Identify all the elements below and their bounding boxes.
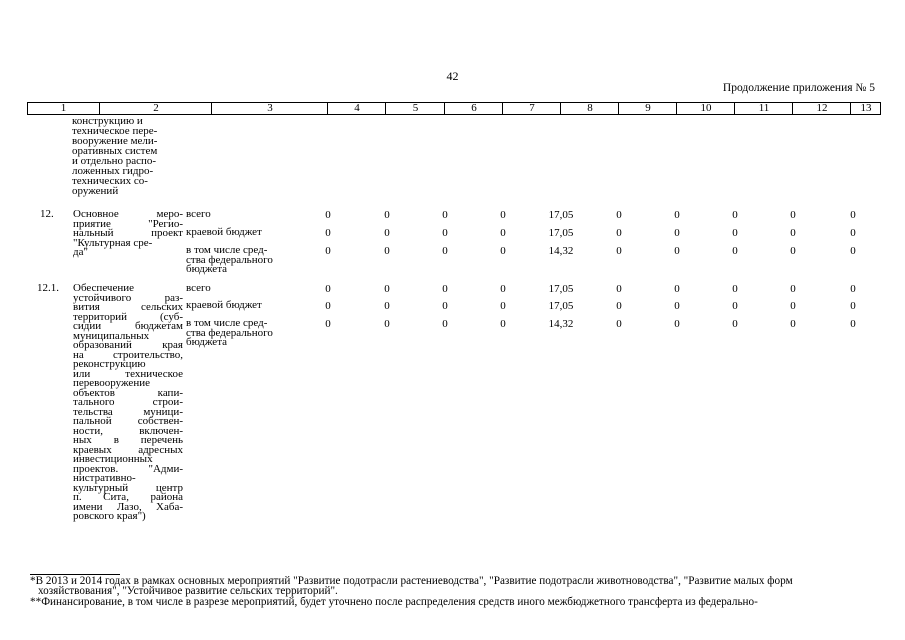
value-cell: 0 — [384, 227, 390, 239]
value-cell: 0 — [442, 283, 448, 295]
value-cell: 0 — [616, 209, 622, 221]
value-cell: 0 — [674, 283, 680, 295]
value-cell: 0 — [325, 245, 331, 257]
value-cell: 0 — [674, 209, 680, 221]
value-cell: 0 — [850, 300, 856, 312]
value-cell: 17,05 — [548, 209, 574, 221]
text-line: техническое пере- — [72, 125, 158, 137]
value-cell: 0 — [616, 318, 622, 330]
text-line: муниципальных — [73, 329, 150, 342]
budget-label: бюджета — [186, 263, 228, 275]
value-cell: 0 — [616, 245, 622, 257]
column-header: 4 — [327, 103, 386, 114]
value-cell: 0 — [442, 209, 448, 221]
page-number: 42 — [446, 69, 459, 83]
text-line: или техническое — [73, 367, 183, 380]
text-line: проектов. "Адми- — [73, 462, 183, 475]
value-cell: 0 — [674, 300, 680, 312]
value-cell: 14,32 — [548, 318, 574, 330]
value-cell: 0 — [674, 245, 680, 257]
value-cell: 0 — [442, 318, 448, 330]
value-cell: 0 — [325, 300, 331, 312]
budget-label: бюджета — [186, 336, 228, 348]
text-line: да" — [73, 246, 88, 258]
value-cell: 0 — [850, 245, 856, 257]
value-cell: 0 — [790, 283, 796, 295]
column-header: 6 — [444, 103, 503, 114]
value-cell: 0 — [500, 318, 506, 330]
column-header: 8 — [560, 103, 619, 114]
text-line: вооружение мели- — [72, 135, 158, 147]
column-header: 11 — [734, 103, 793, 114]
text-line: имени Лазо, Хаба- — [73, 500, 183, 513]
column-header: 2 — [99, 103, 212, 114]
text-line: п. Сита, района — [73, 491, 183, 503]
value-cell: 0 — [732, 283, 738, 295]
value-cell: 17,05 — [548, 227, 574, 239]
value-cell: 0 — [790, 227, 796, 239]
value-cell: 0 — [384, 245, 390, 257]
value-cell: 0 — [384, 318, 390, 330]
value-cell: 0 — [500, 283, 506, 295]
column-header: 13 — [850, 103, 881, 114]
budget-label: краевой бюджет — [186, 299, 262, 311]
value-cell: 0 — [500, 245, 506, 257]
column-header: 5 — [385, 103, 445, 114]
value-cell: 0 — [790, 209, 796, 221]
value-cell: 0 — [732, 300, 738, 312]
column-header: 7 — [502, 103, 561, 114]
appendix-continuation-label: Продолжение приложения № 5 — [722, 82, 875, 94]
footnote: **Финансирование, в том числе в разрезе мероприятий, будет уточнено после распределения средств иного межбюджетного трансферта из федерально- — [30, 596, 758, 608]
budget-label: краевой бюджет — [186, 226, 262, 238]
budget-label: в том числе сред- — [186, 317, 268, 329]
value-cell: 0 — [500, 300, 506, 312]
text-line: перевооружение — [73, 377, 150, 389]
text-line: ности, включен- — [73, 424, 183, 437]
value-cell: 0 — [732, 227, 738, 239]
value-cell: 0 — [732, 318, 738, 330]
text-line: конструкцию и — [72, 115, 143, 127]
value-cell: 0 — [616, 283, 622, 295]
value-cell: 0 — [325, 318, 331, 330]
text-line: нальный проект — [73, 227, 183, 239]
text-line: образований края — [73, 339, 183, 351]
value-cell: 0 — [850, 209, 856, 221]
value-cell: 17,05 — [548, 300, 574, 312]
value-cell: 0 — [384, 300, 390, 312]
text-line: тального строи- — [73, 396, 183, 408]
budget-label: ства федерального — [186, 326, 273, 339]
value-cell: 0 — [616, 227, 622, 239]
column-header: 3 — [211, 103, 328, 114]
row-number: 12.1. — [37, 282, 59, 294]
budget-label: всего — [186, 208, 211, 220]
text-line: ных в перечень — [73, 434, 183, 446]
value-cell: 0 — [442, 227, 448, 239]
value-cell: 14,32 — [548, 245, 574, 257]
value-cell: 0 — [384, 283, 390, 295]
text-line: пальной собствен- — [73, 415, 183, 427]
value-cell: 0 — [500, 209, 506, 221]
text-line: Обеспечение — [73, 282, 134, 294]
text-line: на строительство, — [73, 348, 183, 361]
text-line: Основное меро- — [73, 208, 183, 220]
footnote: *В 2013 и 2014 годах в рамках основных мероприятий "Развитие подотрасли растениеводства", "Развитие подотрасли животноводства", "Развитие малых форм — [30, 575, 793, 587]
text-line: нистративно- — [73, 472, 136, 484]
value-cell: 0 — [850, 318, 856, 330]
text-line: инвестиционных — [73, 453, 153, 465]
text-line: культурный центр — [73, 481, 183, 494]
value-cell: 17,05 — [548, 283, 574, 295]
column-header: 10 — [676, 103, 735, 114]
value-cell: 0 — [790, 300, 796, 312]
text-line: вития сельских — [73, 301, 183, 313]
text-line: территорий (суб- — [73, 310, 183, 323]
value-cell: 0 — [850, 283, 856, 295]
value-cell: 0 — [325, 283, 331, 295]
value-cell: 0 — [500, 227, 506, 239]
value-cell: 0 — [325, 227, 331, 239]
text-line: технических со- — [72, 175, 148, 187]
value-cell: 0 — [616, 300, 622, 312]
value-cell: 0 — [325, 209, 331, 221]
budget-label: ства федерального — [186, 253, 273, 266]
table-header-row — [27, 102, 881, 115]
text-line: оружений — [72, 185, 119, 197]
text-line: сидии бюджетам — [73, 320, 183, 332]
budget-label: всего — [186, 282, 211, 294]
value-cell: 0 — [790, 245, 796, 257]
text-line: краевых адресных — [73, 443, 183, 456]
footnote: хозяйствования", "Устойчивое развитие сельских территорий". — [38, 585, 338, 597]
budget-label: в том числе сред- — [186, 244, 268, 256]
value-cell: 0 — [384, 209, 390, 221]
value-cell: 0 — [850, 227, 856, 239]
text-line: объектов капи- — [73, 386, 183, 399]
text-line: реконструкцию — [73, 358, 146, 370]
text-line: приятие "Регио- — [73, 217, 183, 230]
text-line: оративных систем — [72, 145, 158, 157]
text-line: и отдельно распо- — [72, 155, 157, 167]
value-cell: 0 — [442, 300, 448, 312]
value-cell: 0 — [732, 245, 738, 257]
value-cell: 0 — [674, 227, 680, 239]
text-line: ложенных гидро- — [72, 165, 154, 177]
column-header: 9 — [618, 103, 677, 114]
text-line: "Культурная сре- — [73, 236, 153, 249]
text-line: ровского края") — [73, 510, 146, 522]
column-header: 12 — [792, 103, 851, 114]
column-header: 1 — [60, 102, 67, 114]
value-cell: 0 — [790, 318, 796, 330]
row-number: 12. — [40, 208, 54, 220]
value-cell: 0 — [732, 209, 738, 221]
value-cell: 0 — [674, 318, 680, 330]
text-line: тельства муници- — [73, 405, 183, 418]
value-cell: 0 — [442, 245, 448, 257]
text-line: устойчивого раз- — [73, 291, 183, 304]
